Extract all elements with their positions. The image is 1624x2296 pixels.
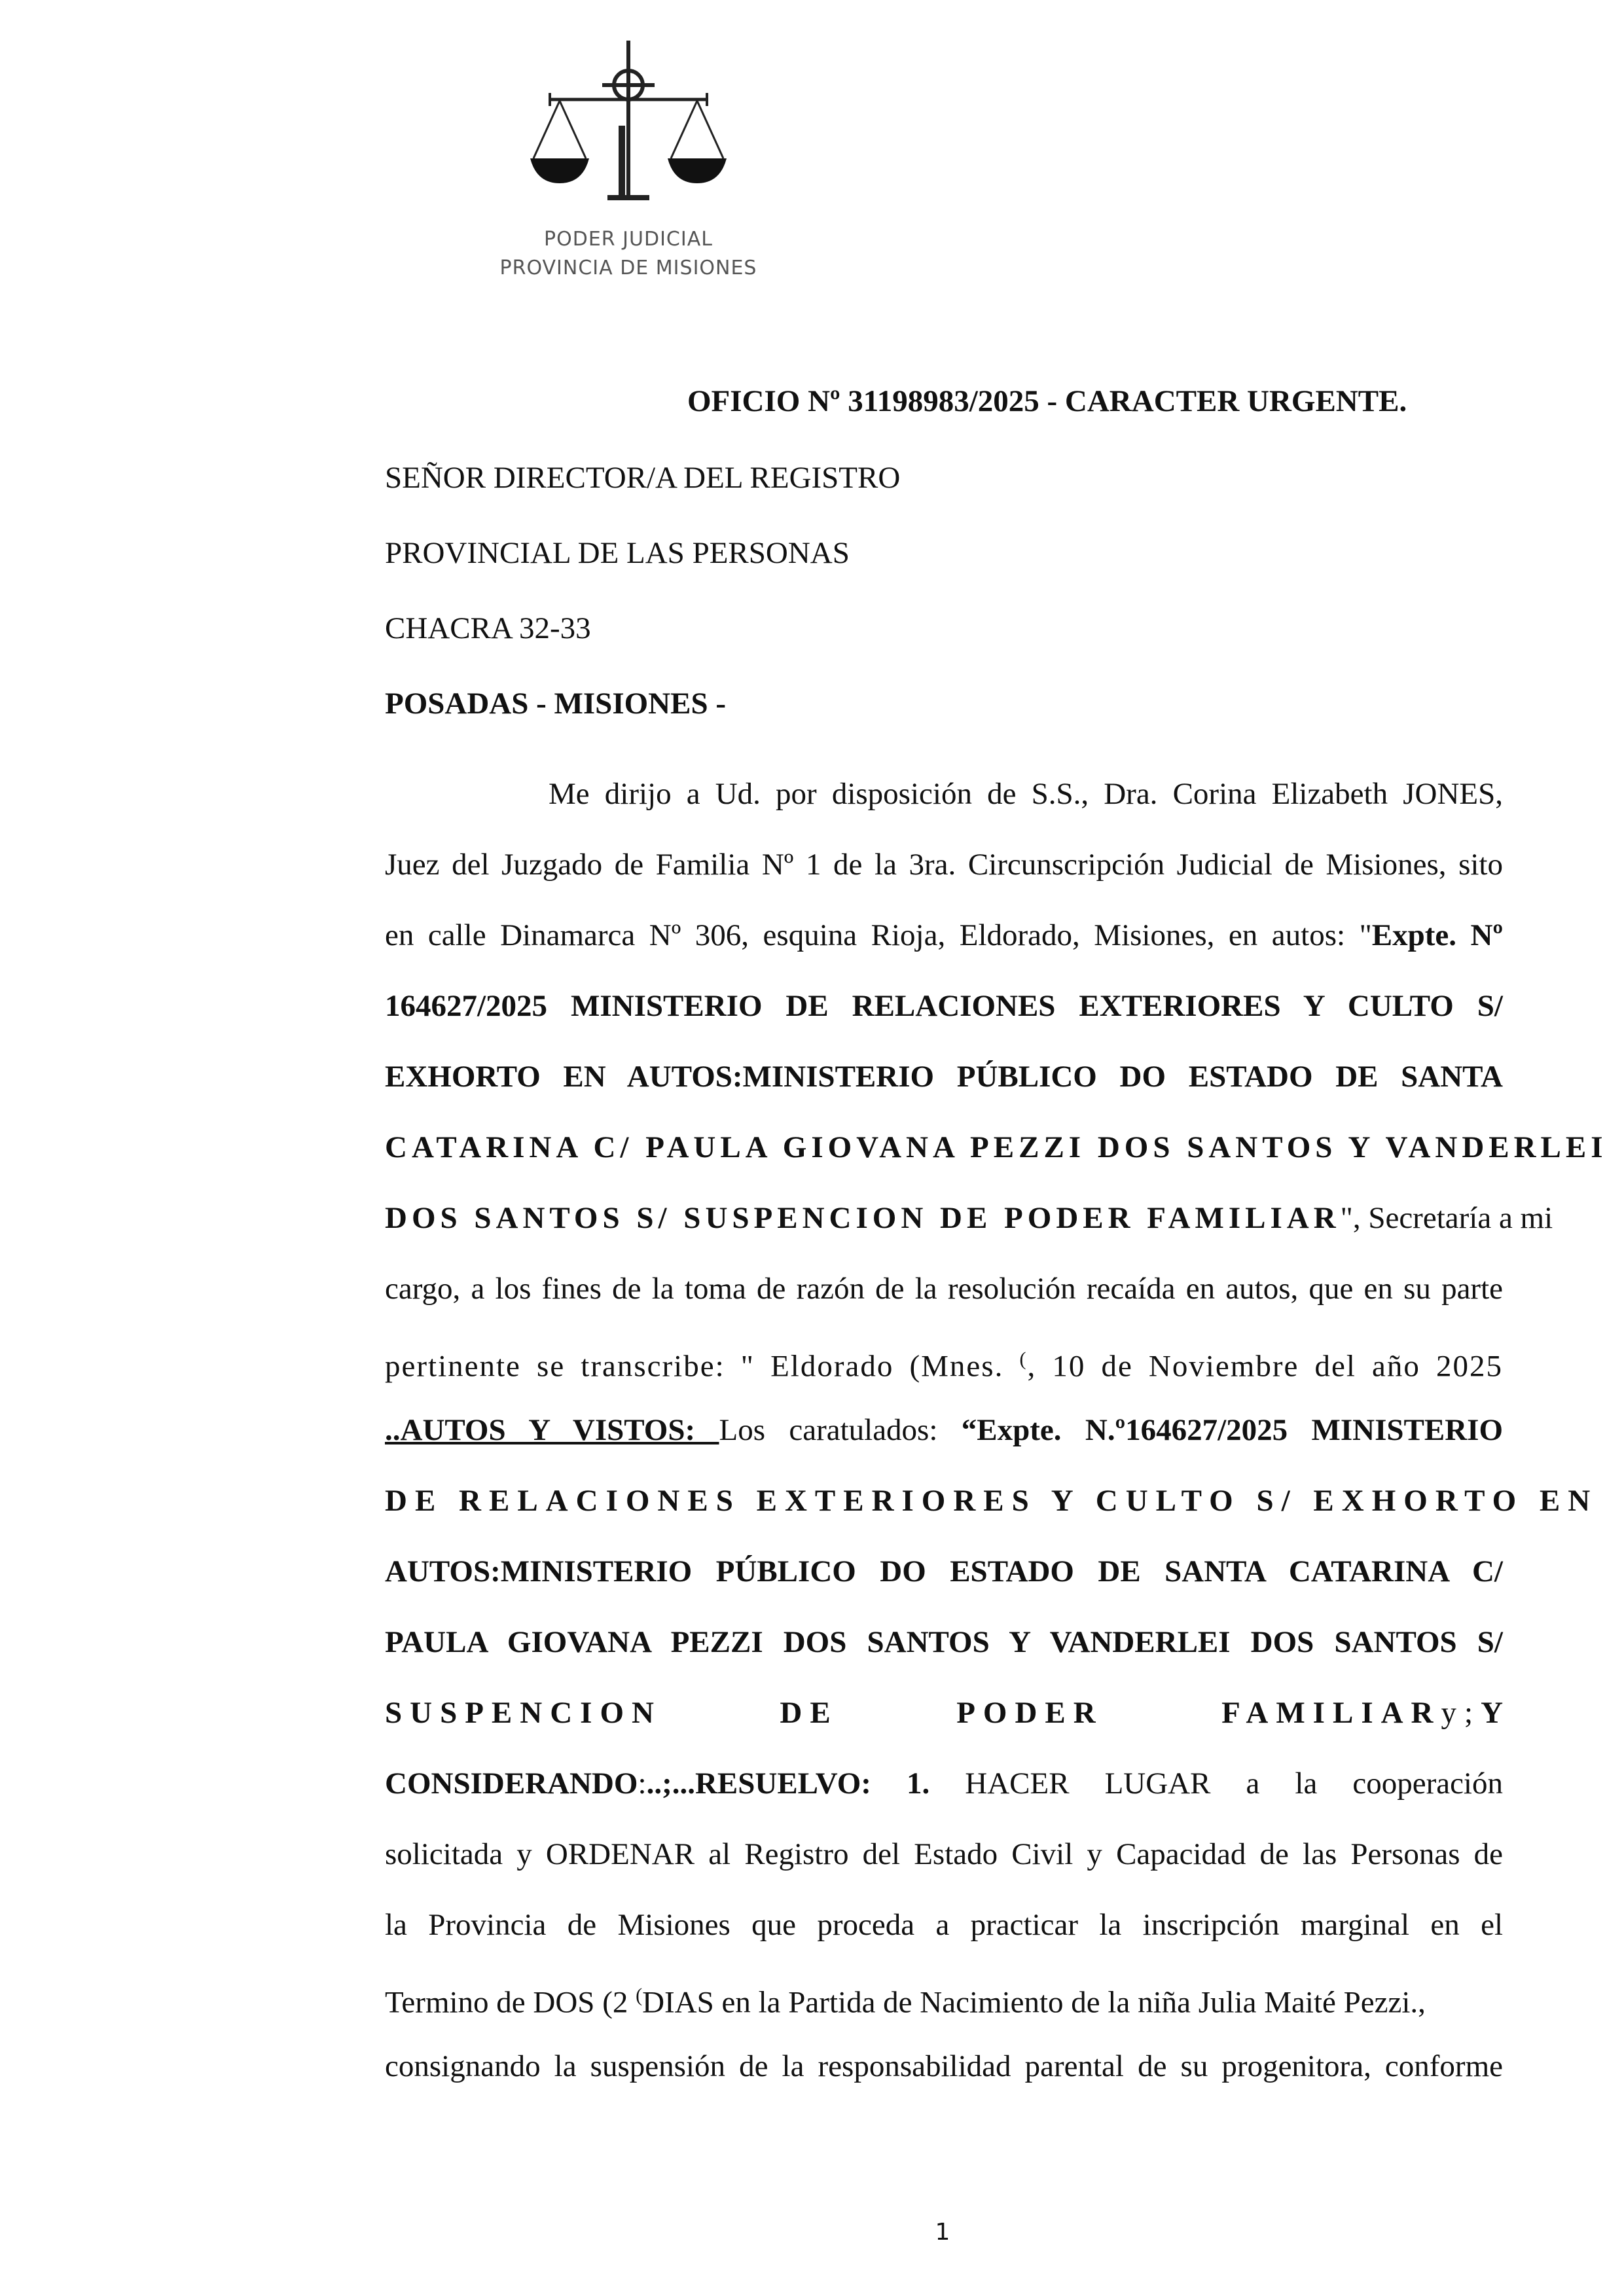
considerando-heading: CONSIDERANDO [385,1767,638,1801]
body-line: Juez del Juzgado de Familia Nº 1 de la 3ra. Circunscripción Judicial de Misiones, sito [385,848,1503,882]
case-title-word: PODER [956,1696,1104,1730]
case-number-label: “Expte. N.º164627/2025 MINISTERIO [961,1413,1504,1447]
body-text: en calle Dinamarca Nº 306, esquina Rioja, Eldorado, Misiones, en autos: " [385,918,1372,952]
body-line [385,1764,1503,1803]
addressee-line-4: POSADAS - MISIONES - [385,687,726,721]
case-number-label: Expte. Nº [1371,918,1503,952]
body-line: la Provincia de Misiones que proceda a practicar la inscripción marginal en el [385,1908,1503,1942]
seal-caption-line1: PODER JUDICIAL [544,228,713,251]
body-line [385,916,1503,955]
case-title-word: Y [1481,1696,1504,1730]
case-title-line: DE RELACIONES EXTERIORES Y CULTO S/ EXHORTO EN [385,1484,1598,1518]
case-title-line: PAULA GIOVANA PEZZI DOS SANTOS Y VANDERLEI DOS SANTOS S/ [385,1625,1503,1659]
case-title-line: EXHORTO EN AUTOS:MINISTERIO PÚBLICO DO ESTADO DE SANTA [385,1060,1503,1094]
body-line [385,1976,1503,2022]
body-text: pertinente se transcribe: " Eldorado (Mnes. [385,1349,1004,1384]
page-number: 1 [935,2219,950,2246]
addressee-line-3: CHACRA 32-33 [385,611,591,645]
addressee-line-1: SEÑOR DIRECTOR/A DEL REGISTRO [385,461,901,495]
scales-of-justice-seal-icon [530,41,727,211]
body-text: Los caratulados: [719,1413,962,1447]
body-text: , 10 de Noviembre del año 2025 [1027,1349,1504,1384]
case-title-word [1221,1696,1503,1730]
body-line [385,1410,1503,1450]
case-title-line: AUTOS:MINISTERIO PÚBLICO DO ESTADO DE SANTA CATARINA C/ [385,1554,1503,1588]
body-text: HACER LUGAR a la cooperación [929,1767,1503,1801]
body-line: solicitada y ORDENAR al Registro del Estado Civil y Capacidad de las Personas de [385,1837,1503,1871]
paren-mark: ( [1019,1348,1028,1370]
document-title: OFICIO Nº 31198983/2025 - CARACTER URGENTE. [687,384,1407,418]
body-line: cargo, a los fines de la toma de razón de la resolución recaída en autos, que en su parte [385,1272,1503,1306]
body-text: : [638,1767,647,1801]
body-line: consignando la suspensión de la responsabilidad parental de su progenitora, conforme [385,2049,1503,2083]
seal-caption-line2: PROVINCIA DE MISIONES [499,257,757,279]
case-title-line: 164627/2025 MINISTERIO DE RELACIONES EXTERIORES Y CULTO S/ [385,989,1503,1023]
case-title-word: FAMILIAR [1221,1696,1441,1730]
body-line [385,1693,1503,1732]
addressee-line-2: PROVINCIAL DE LAS PERSONAS [385,536,850,570]
case-title-word: SUSPENCION [385,1696,662,1730]
paren-mark: ( [636,1984,643,2006]
body-text: Termino de DOS (2 [385,1985,628,2020]
body-text: ", Secretaría a mi [1340,1201,1553,1235]
case-title-text: DOS SANTOS S/ SUSPENCION DE PODER FAMILIAR [385,1201,1341,1235]
body-line: Me dirijo a Ud. por disposición de S.S., Dra. Corina Elizabeth JONES, [549,777,1503,811]
autos-y-vistos-heading: ..AUTOS Y VISTOS: [385,1413,719,1447]
body-text: DIAS en la Partida de Nacimiento de la niña Julia Maité Pezzi., [642,1985,1426,2020]
body-text: y; [1441,1696,1481,1730]
body-line [385,1340,1503,1386]
body-line [385,1198,1553,1238]
case-title-word: DE [780,1696,839,1730]
case-title-line: CATARINA C/ PAULA GIOVANA PEZZI DOS SANTOS Y VANDERLEI [385,1130,1608,1164]
resuelvo-heading: ..;...RESUELVO: 1. [646,1767,930,1801]
